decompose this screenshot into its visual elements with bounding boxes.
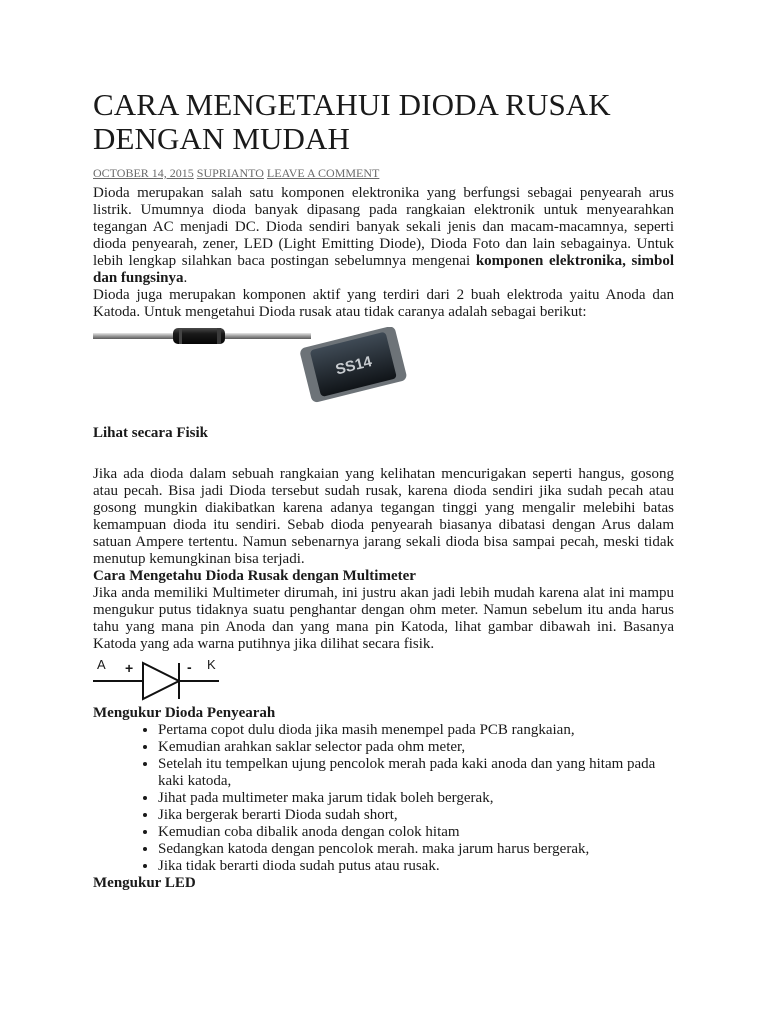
multimeter-paragraph: Jika anda memiliki Multimeter dirumah, ini justru akan jadi lebih mudah karena alat ini mampu mengukur putus tidaknya suatu penghantar dengan ohm meter. Namun sebelum itu anda harus tahu yang mana pin Anoda dan yang mana pin Katoda, lihat gambar dibawah ini. Basanya Katoda yang ada warna putihnya jika dilihat secara fisik.	[93, 585, 674, 652]
intro-paragraph	[93, 185, 674, 287]
list-item: • Kemudian arahkan saklar selector pada ohm meter,	[158, 739, 674, 756]
intro-text: Dioda merupakan salah satu komponen elektronika yang berfungsi sebagai penyearah arus listrik. Umumnya dioda banyak dipasang pada rangkaian elektronik untuk menyearahkan tegangan AC menjadi DC. Dioda sendiri banyak sekali jenis dan macam-macamnya, seperti dioda penyearah, zener, LED (Light Emitting Diode), Dioda Foto dan lain sebagainya. Untuk lebih lengkap silahkan baca postingan sebelumnya mengenai	[93, 185, 674, 269]
post-meta	[93, 166, 674, 181]
second-paragraph: Dioda juga merupakan komponen aktif yang terdiri dari 2 buah elektroda yaitu Anoda dan Katoda. Untuk mengetahui Dioda rusak atau tidak caranya adalah sebagai berikut:	[93, 287, 674, 320]
diode-symbol	[93, 657, 223, 705]
list-item: • Jihat pada multimeter maka jarum tidak boleh bergerak,	[158, 790, 674, 807]
components-link[interactable]: komponen elektronika, simbol dan fungsinya	[93, 253, 674, 286]
post-date-link[interactable]: OCTOBER 14, 2015	[93, 166, 194, 180]
diode-photo	[93, 327, 674, 413]
list-item: • Jika bergerak berarti Dioda sudah short,	[158, 807, 674, 824]
diode-photo-illustration	[93, 327, 413, 413]
smd-label: SS14	[333, 353, 374, 379]
steps-list	[93, 722, 674, 875]
minus-label: -	[187, 659, 192, 675]
diode-symbol-figure	[93, 657, 674, 705]
section-title-led: Mengukur LED	[93, 875, 196, 891]
list-item: • Sedangkan katoda dengan pencolok merah. maka jarum harus bergerak,	[158, 841, 674, 858]
article	[93, 88, 674, 892]
author-link[interactable]: SUPRIANTO	[196, 166, 264, 180]
list-item: • Kemudian coba dibalik anoda dengan colok hitam	[158, 824, 674, 841]
section-title-multimeter: Cara Mengetahu Dioda Rusak dengan Multimeter	[93, 568, 416, 584]
leave-comment-link[interactable]: LEAVE A COMMENT	[266, 166, 380, 180]
article-title: CARA MENGETAHUI DIODA RUSAK DENGAN MUDAH	[93, 87, 611, 156]
plus-label: +	[125, 660, 134, 676]
cathode-label: K	[207, 657, 216, 672]
diode-triangle	[143, 663, 179, 699]
section-title-physical: Lihat secara Fisik	[93, 425, 208, 441]
intro-end: .	[183, 270, 188, 286]
section-title-rectifier: Mengukur Dioda Penyearah	[93, 705, 276, 721]
list-item: • Pertama copot dulu dioda jika masih menempel pada PCB rangkaian,	[158, 722, 674, 739]
list-item: • Jika tidak berarti dioda sudah putus atau rusak.	[158, 858, 674, 875]
physical-paragraph: Jika ada dioda dalam sebuah rangkaian yang kelihatan mencurigakan seperti hangus, gosong atau pecah. Bisa jadi Dioda tersebut sudah rusak, karena dioda sendiri jika sudah pecah atau gosong mungkin diakibatkan karena adanya tegangan tinggi yang mengalir melebihi batas kemampuan dioda itu sendiri. Sebab dioda penyearah biasanya dibatasi dengan Arus dalam satuan Ampere tertentu. Namun sebenarnya jarang sekali dioda bisa sampai pecah, meski tidak menutup kemungkinan bisa terjadi.	[93, 466, 674, 567]
list-item: • Setelah itu tempelkan ujung pencolok merah pada kaki anoda dan yang hitam pada kaki katoda,	[158, 756, 674, 790]
anode-label: A	[97, 657, 106, 672]
